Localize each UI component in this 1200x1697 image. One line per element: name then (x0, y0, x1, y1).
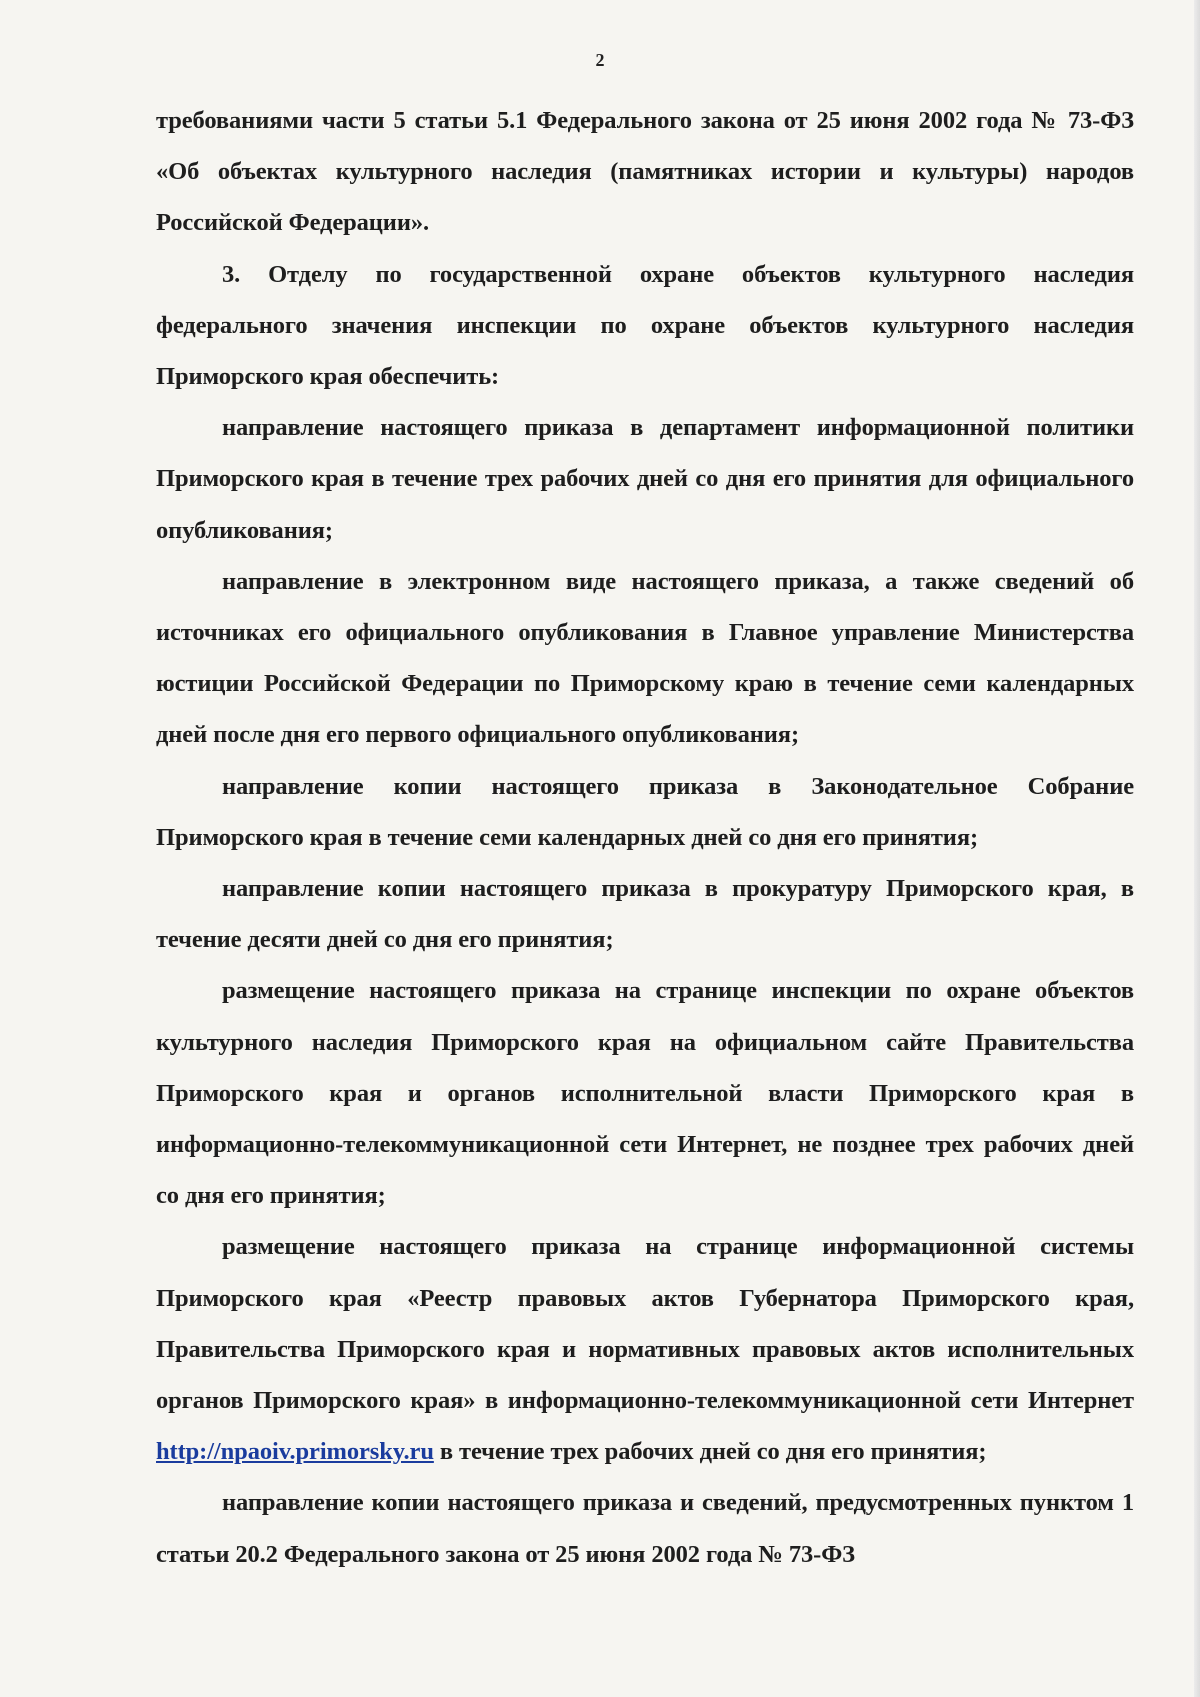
page-number: 2 (595, 50, 605, 70)
document-body (156, 95, 1134, 1580)
paragraph-publish-registry (156, 1221, 1134, 1477)
scan-edge (1194, 0, 1200, 1697)
paragraph-publish-government-site: размещение настоящего приказа на странице инспекции по охране объектов культурного наследия Приморского края на официальном сайте Правительства Приморского края и органов исполнительной власти Приморского края в информационно-телекоммуникационной сети Интернет, не позднее трех рабочих дней со дня его принятия; (156, 977, 1134, 1210)
paragraph-send-ministry-justice: направление в электронном виде настоящего приказа, а также сведений об источниках его официального опубликования в Главное управление Министерства юстиции Российской Федерации по Приморскому краю в течение семи календарных дней после дня его первого официального опубликования; (156, 567, 1134, 749)
registry-link[interactable]: http://npaoiv.primorsky.ru (156, 1438, 434, 1466)
paragraph-send-copy-law: направление копии настоящего приказа и сведений, предусмотренных пунктом 1 статьи 20.2 Федерального закона от 25 июня 2002 года № 73-ФЗ (156, 1489, 1134, 1568)
registry-text-after-link: в течение трех рабочих дней со дня его принятия; (433, 1438, 987, 1466)
paragraph-item-3: 3. Отделу по государственной охране объектов культурного наследия федерального значения инспекции по охране объектов культурного наследия Приморского края обеспечить: (156, 260, 1134, 391)
registry-text-before-link: размещение настоящего приказа на странице информационной системы Приморского края «Реестр правовых актов Губернатора Приморского края, Правительства Приморского края и нормативных правовых актов исполнительных органов Приморского края» в информационно-телекоммуникационной сети Интернет (156, 1233, 1134, 1415)
paragraph-send-prosecutor: направление копии настоящего приказа в прокуратуру Приморского края, в течение десяти дней со дня его принятия; (156, 875, 1134, 954)
paragraph-law-requirements: требованиями части 5 статьи 5.1 Федерального закона от 25 июня 2002 года № 73-ФЗ «Об объектах культурного наследия (памятниках истории и культуры) народов Российской Федерации». (156, 107, 1134, 237)
paragraph-send-info-policy: направление настоящего приказа в департамент информационной политики Приморского края в течение трех рабочих дней со дня его принятия для официального опубликования; (156, 414, 1134, 544)
paragraph-send-legislative-assembly: направление копии настоящего приказа в Законодательное Собрание Приморского края в течение семи календарных дней со дня его принятия; (156, 772, 1134, 851)
